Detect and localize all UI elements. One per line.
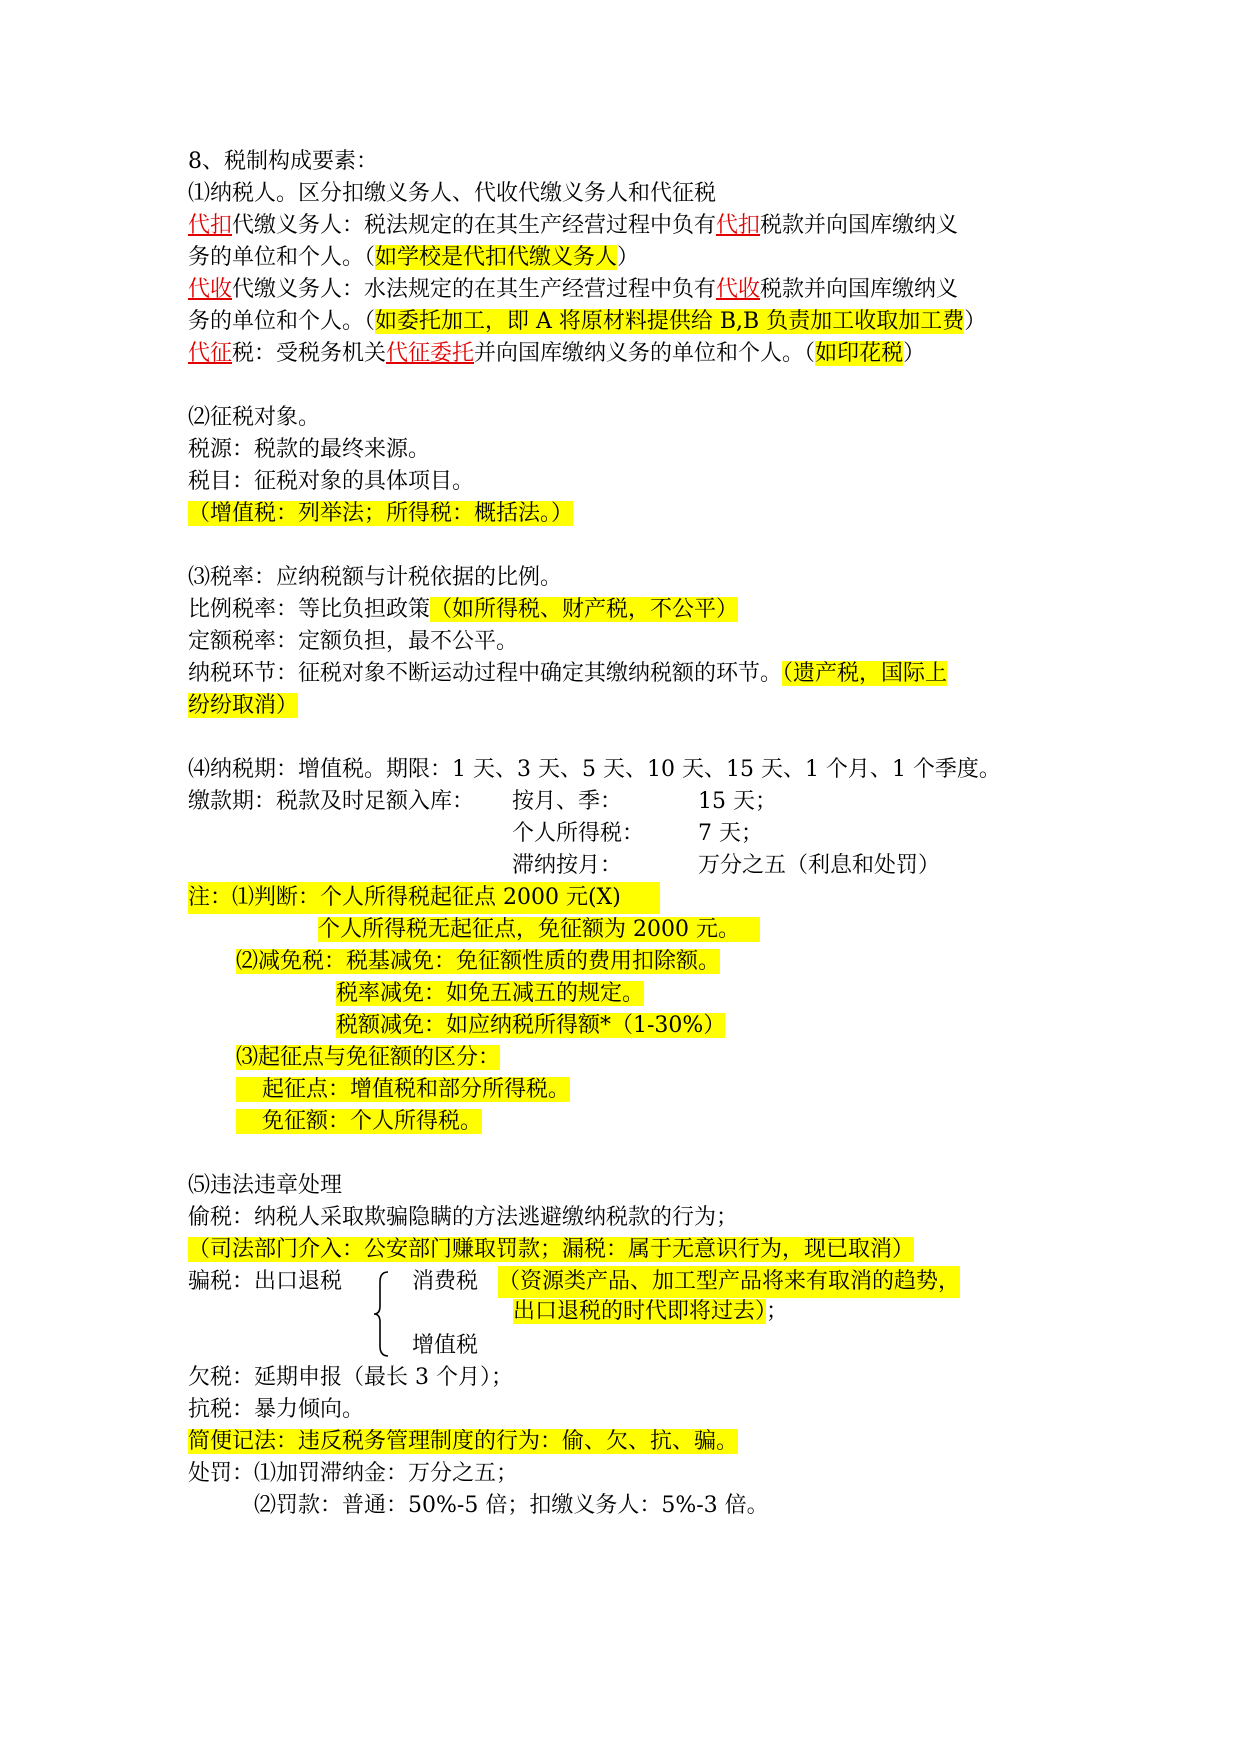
note-line-4 — [188, 978, 1068, 1010]
collect-line-1 — [188, 274, 1068, 306]
proportional-rate-text: 比例税率：等比负担政策 — [188, 597, 431, 622]
note-line-6 — [188, 1042, 1068, 1074]
withholding-term: 代扣 — [188, 213, 233, 238]
note-text-5: 税额减免：如应纳税所得额*（1-30%） — [336, 1013, 726, 1038]
collect-text-3: 务的单位和个人。（ — [188, 309, 376, 334]
collect-term: 代收 — [188, 277, 233, 302]
withholding-text-2: 税款并向国库缴纳义 — [760, 213, 959, 238]
levy-close: ） — [903, 341, 926, 366]
object-note — [188, 498, 1068, 530]
note-line-8 — [188, 1106, 1068, 1138]
fraud-vat: 增值税 — [412, 1333, 479, 1358]
mnemonic-line — [188, 1426, 1068, 1458]
levy-term: 代征 — [188, 341, 233, 366]
fraud-note-1: （资源类产品、加工型产品将来有取消的趋势， — [498, 1266, 960, 1298]
tax-stage-note-2: 纷纷取消） — [188, 693, 299, 718]
note-line-5 — [188, 1010, 1068, 1042]
curly-brace-icon — [372, 1270, 392, 1358]
collect-example: 如委托加工，即 A 将原材料提供给 B,B 负责加工收取加工费 — [375, 309, 965, 334]
taxpayer-heading: ⑴纳税人。区分扣缴义务人、代收代缴义务人和代征税 — [188, 181, 717, 206]
payment-key-3: 滞纳按月： — [512, 853, 623, 878]
withholding-example: 如学校是代扣代缴义务人 — [375, 245, 618, 270]
fraud-note-2: 出口退税的时代即将过去） — [513, 1299, 767, 1324]
note-text-1: 注：⑴判断：个人所得税起征点 2000 元(X) — [188, 882, 660, 914]
fraud-note-end: ； — [766, 1299, 789, 1324]
document-body — [188, 146, 1068, 1522]
payment-label: 缴款期：税款及时足额入库： — [188, 789, 475, 814]
note-text-8: 免征额：个人所得税。 — [236, 1109, 482, 1134]
note-text-7: 起征点：增值税和部分所得税。 — [236, 1077, 570, 1102]
proportional-rate-note: （如所得税、财产税，不公平） — [430, 597, 739, 622]
fraud-note-line-2 — [513, 1296, 788, 1328]
tax-stage-text: 纳税环节：征税对象不断运动过程中确定其缴纳税额的环节。 — [188, 661, 783, 686]
fraud-consumption-tax: 消费税 — [412, 1269, 479, 1294]
note-text-2: 个人所得税无起征点，免征额为 2000 元。 — [318, 917, 760, 942]
mnemonic-text: 简便记法：违反税务管理制度的行为：偷、欠、抗、骗。 — [188, 1429, 739, 1454]
payment-value-3: 万分之五（利息和处罚） — [698, 853, 941, 878]
evasion-note — [188, 1234, 1068, 1266]
tax-source-line: 税源：税款的最终来源。 — [188, 437, 431, 462]
payment-value-1: 15 天； — [698, 789, 777, 814]
withholding-close: ） — [617, 245, 640, 270]
withholding-text: 代缴义务人：税法规定的在其生产经营过程中负有 — [232, 213, 717, 238]
note-line-7 — [188, 1074, 1068, 1106]
note-text-6: ⑶起征点与免征额的区分： — [236, 1045, 501, 1070]
fixed-rate-line: 定额税率：定额负担，最不公平。 — [188, 629, 519, 654]
penalty-line-2 — [188, 1490, 1068, 1522]
levy-line — [188, 338, 1068, 370]
violation-heading: ⑸违法违章处理 — [188, 1173, 343, 1198]
fraud-label: 骗税：出口退税 — [188, 1269, 343, 1294]
proportional-rate-line — [188, 594, 1068, 626]
arrears-line: 欠税：延期申报（最长 3 个月）； — [188, 1365, 513, 1390]
payment-value-2: 7 天； — [698, 821, 763, 846]
withholding-text-3: 务的单位和个人。（ — [188, 245, 376, 270]
tax-item-line: 税目：征税对象的具体项目。 — [188, 469, 475, 494]
note-text-4: 税率减免：如免五减五的规定。 — [336, 981, 645, 1006]
tax-stage-line-2 — [188, 690, 1068, 722]
penalty-line-1: 处罚：⑴加罚滞纳金：万分之五； — [188, 1461, 519, 1486]
levy-text: 税：受税务机关 — [232, 341, 387, 366]
note-text-3: ⑵减免税：税基减免：免征额性质的费用扣除额。 — [236, 949, 721, 974]
tax-stage-line — [188, 658, 1068, 690]
note-line-1 — [188, 882, 1068, 914]
payment-key-2: 个人所得税： — [512, 821, 645, 846]
tax-stage-note: （遗产税，国际上 — [782, 661, 948, 686]
levy-text-2: 并向国库缴纳义务的单位和个人。（ — [474, 341, 816, 366]
note-line-3 — [188, 946, 1068, 978]
resistance-line: 抗税：暴力倾向。 — [188, 1397, 365, 1422]
payment-key-1: 按月、季： — [512, 789, 623, 814]
collect-text: 代缴义务人：水法规定的在其生产经营过程中负有 — [232, 277, 717, 302]
withholding-line-1 — [188, 210, 1068, 242]
payment-row-2 — [188, 818, 1068, 850]
evasion-line: 偷税：纳税人采取欺骗隐瞒的方法逃避缴纳税款的行为； — [188, 1205, 739, 1230]
collect-term-2: 代收 — [716, 277, 761, 302]
period-heading: ⑷纳税期：增值税。期限：1 天、3 天、5 天、10 天、15 天、1 个月、1 个季度。 — [188, 757, 1001, 782]
levy-example: 如印花税 — [815, 341, 904, 366]
note-line-2 — [188, 914, 1068, 946]
collect-close: ） — [964, 309, 987, 334]
object-note-text: （增值税：列举法；所得税：概括法。） — [188, 501, 574, 526]
fraud-block — [188, 1266, 1068, 1362]
withholding-term-2: 代扣 — [716, 213, 761, 238]
penalty-text-2: ⑵罚款：普通：50%-5 倍；扣缴义务人：5%-3 倍。 — [254, 1493, 769, 1518]
payment-row-1 — [188, 786, 1068, 818]
section-title: 8、税制构成要素： — [188, 149, 378, 174]
collect-text-2: 税款并向国库缴纳义 — [760, 277, 959, 302]
object-heading: ⑵征税对象。 — [188, 405, 321, 430]
levy-term-2: 代征委托 — [386, 341, 475, 366]
evasion-note-text: （司法部门介入：公安部门赚取罚款；漏税：属于无意识行为，现已取消） — [188, 1237, 915, 1262]
collect-line-2 — [188, 306, 1068, 338]
rate-heading: ⑶税率：应纳税额与计税依据的比例。 — [188, 565, 563, 590]
payment-row-3 — [188, 850, 1068, 882]
withholding-line-2 — [188, 242, 1068, 274]
